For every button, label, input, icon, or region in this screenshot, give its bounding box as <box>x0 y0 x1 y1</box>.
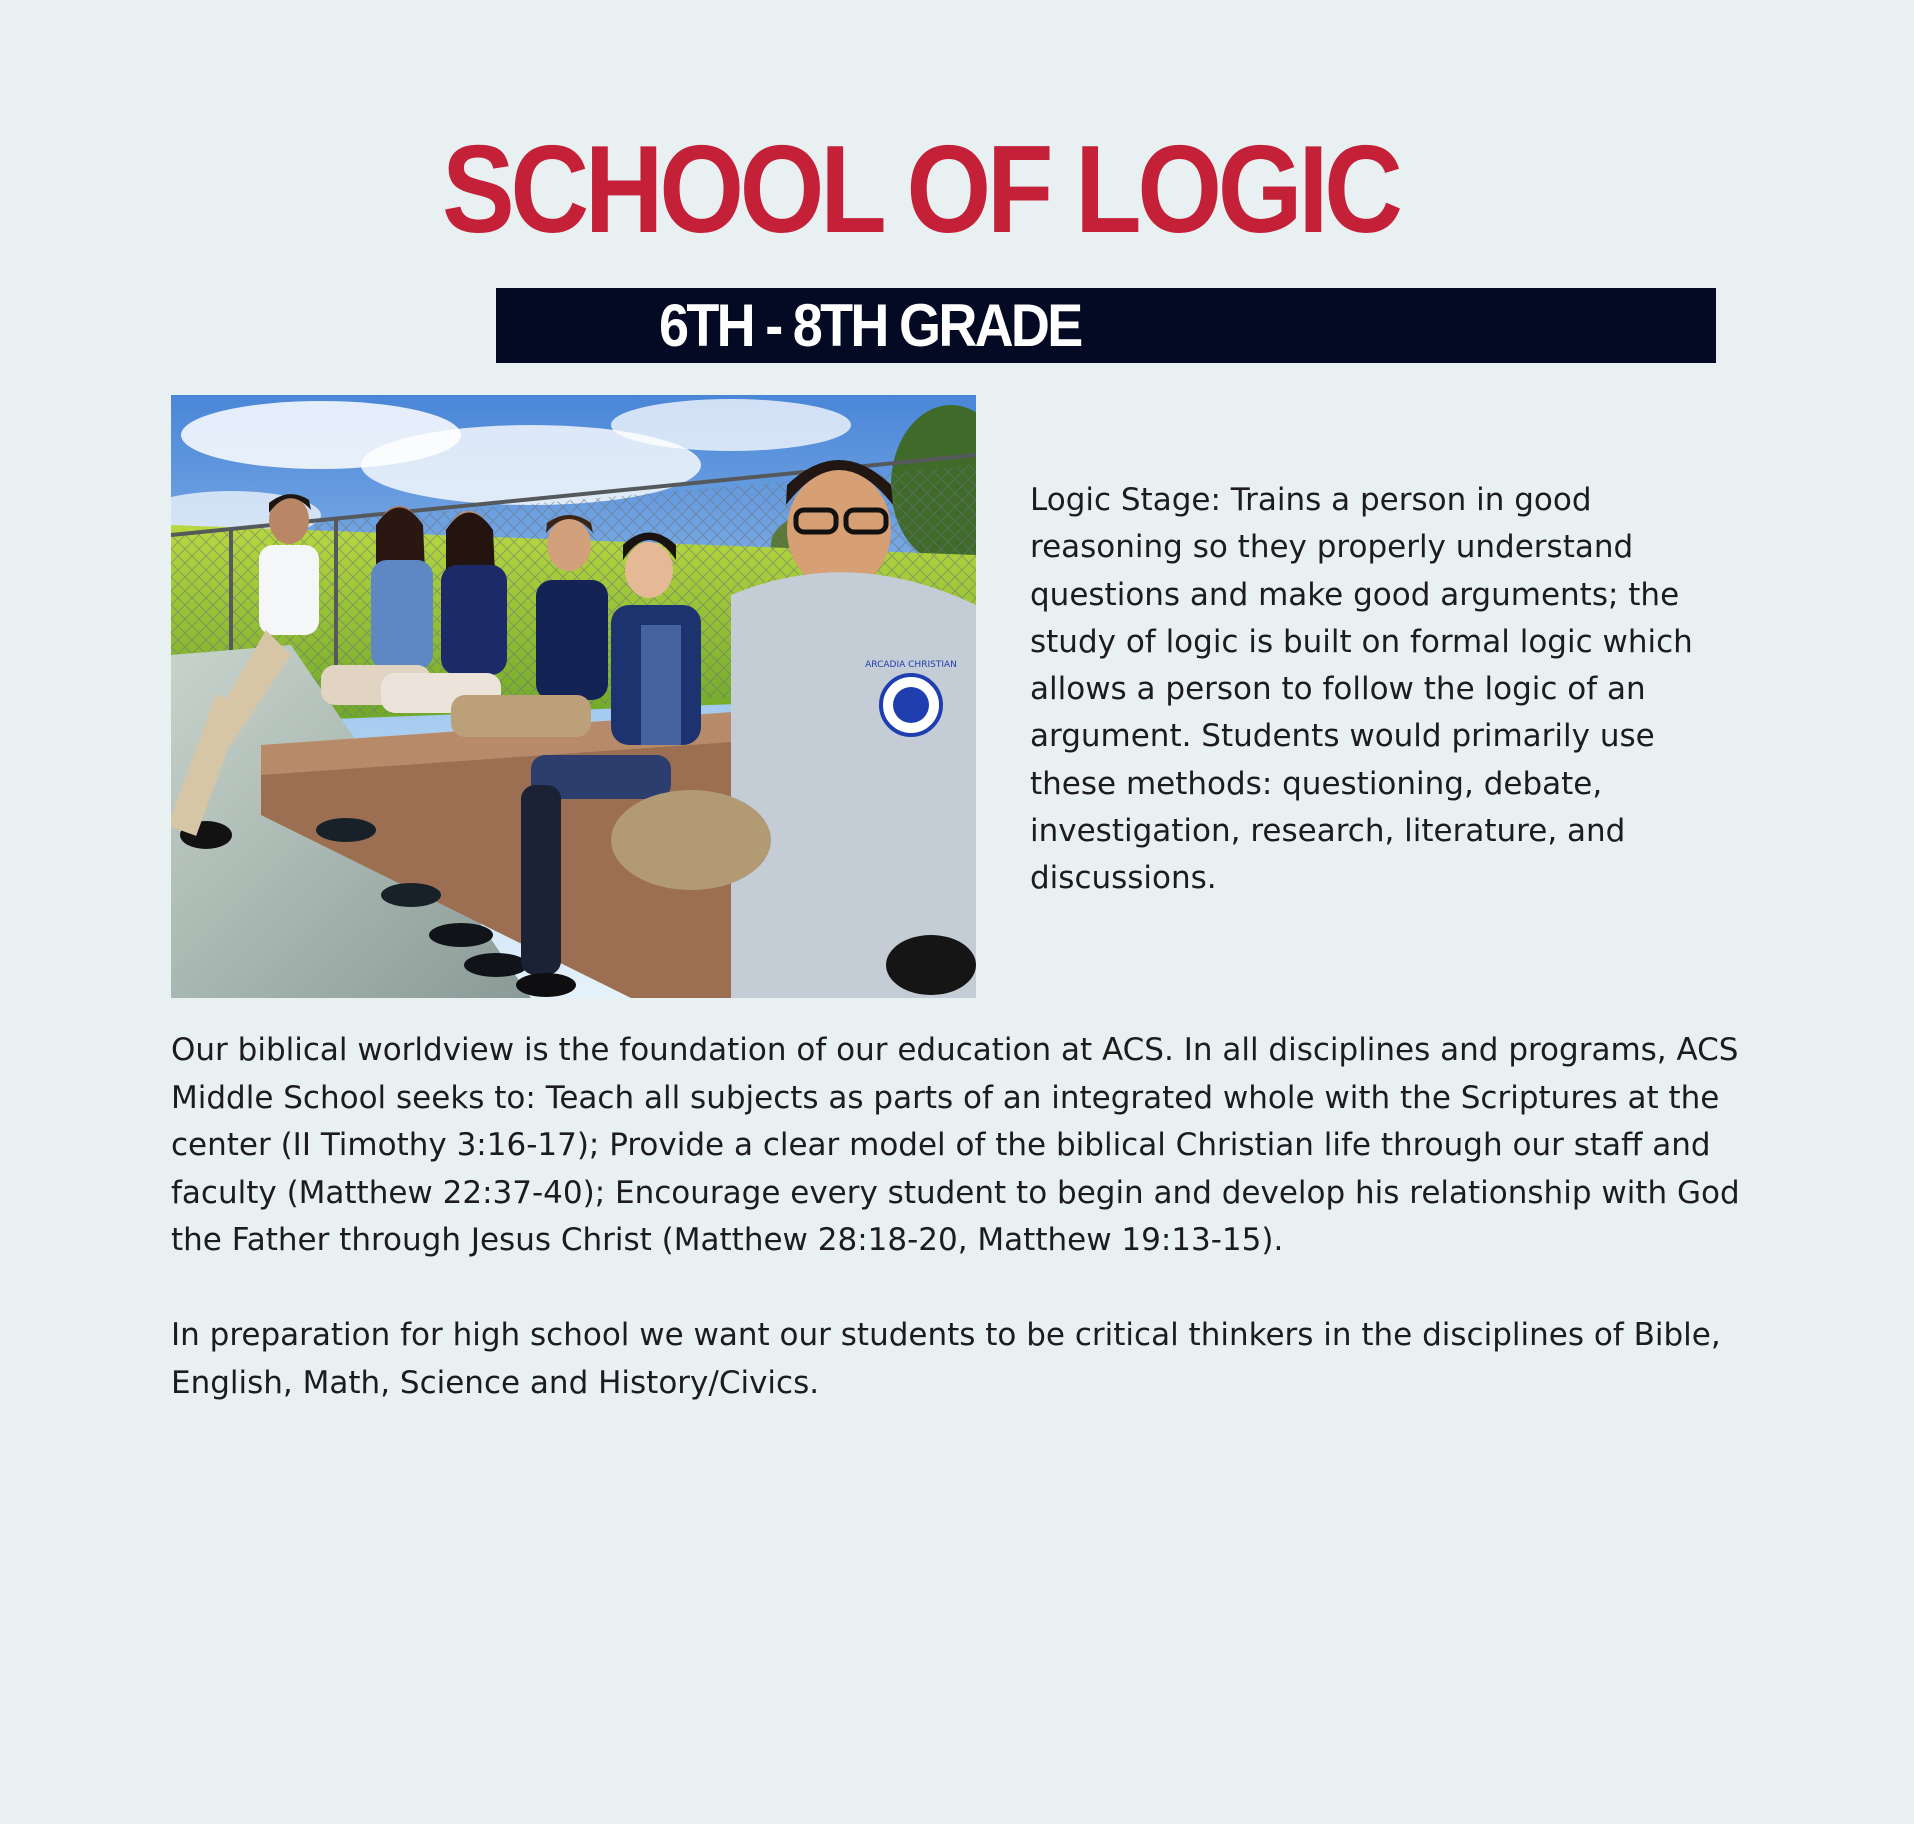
page-title: SCHOOL OF LOGIC <box>442 121 1399 259</box>
students-photo <box>171 395 976 998</box>
high-school-prep-paragraph: In preparation for high school we want our students to be critical thinkers in the disciplines of Bible, English, Math, Science and History/Civics. <box>171 1317 1721 1401</box>
jacket-logo-text: ARCADIA CHRISTIAN <box>865 660 957 670</box>
grade-label: 6TH - 8TH GRADE <box>659 292 1081 359</box>
grade-banner <box>496 288 1716 363</box>
worldview-paragraph: Our biblical worldview is the foundation of our education at ACS. In all disciplines and programs, ACS Middle School seeks to: Teach all subjects as parts of an integrated whole with the Scriptures at the center (II Timothy 3:16-17); Provide a clear model of the biblical Christian life through our staff and faculty (Matthew 22:37-40); Encourage every student to begin and develop his relationship with God the Father through Jesus Christ (Matthew 28:18-20, Matthew 19:13-15). <box>171 1032 1740 1258</box>
logic-stage-description: Logic Stage: Trains a person in good reasoning so they properly understand questions and make good arguments; the study of logic is built on formal logic which allows a person to follow the logic of an argument. Students would primarily use these methods: questioning, debate, investigation, research, literature, and discussions. <box>1030 482 1693 897</box>
